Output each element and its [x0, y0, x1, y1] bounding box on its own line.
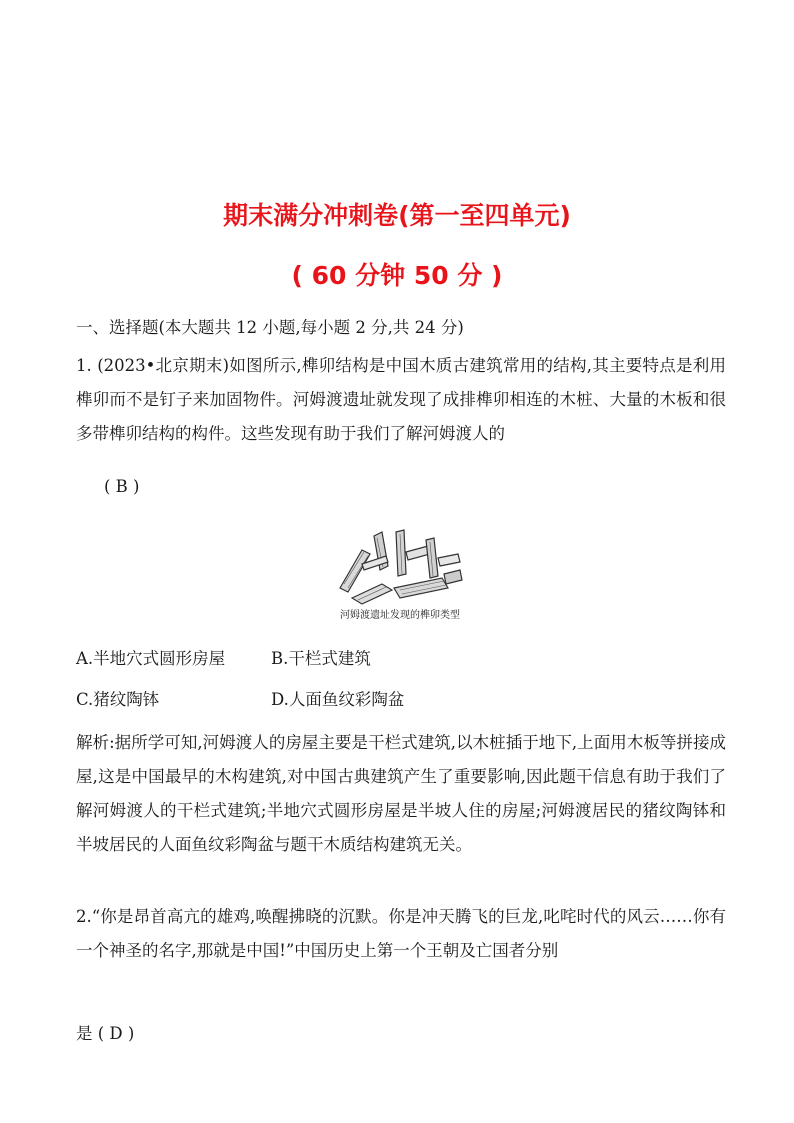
- section-header: 一、选择题(本大题共 12 小题,每小题 2 分,共 24 分): [76, 318, 464, 337]
- page-subtitle: ( 60 分钟 50 分 ): [291, 261, 503, 290]
- question-1-stem: 1. (2023•北京期末)如图所示,榫卯结构是中国木质古建筑常用的结构,其主要特点是利用榫卯而不是钉子来加固物件。河姆渡遗址就发现了成排榫卯相连的木桩、大量的木板和很多带榫卯结构的构件。这些发现有助于我们了解河姆渡人的: [76, 356, 726, 443]
- question-1-analysis: 解析:据所学可知,河姆渡人的房屋主要是干栏式建筑,以木桩插于地下,上面用木板等拼接成屋,这是中国最早的木构建筑,对中国古典建筑产生了重要影响,因此题干信息有助于我们了解河姆渡人的干栏式建筑;半地穴式圆形房屋是半坡人住的房屋;河姆渡居民的猪纹陶钵和半坡居民的人面鱼纹彩陶盆与题干木质结构建筑无关。: [76, 733, 726, 854]
- question-2-stem: 2.“你是昂首高亢的雄鸡,唤醒拂晓的沉默。你是冲天腾飞的巨龙,叱咤时代的风云……你有一个神圣的名字,那就是中国!”中国历史上第一个王朝及亡国者分别: [76, 907, 726, 960]
- option-d: D.人面鱼纹彩陶盆: [271, 690, 405, 709]
- figure-caption: 河姆渡遗址发现的榫卯类型: [340, 610, 460, 621]
- question-2-answer: 是 ( D ): [76, 1024, 135, 1043]
- page-title: 期末满分冲刺卷(第一至四单元): [223, 201, 571, 230]
- option-a: A.半地穴式圆形房屋: [76, 649, 226, 668]
- option-b: B.干栏式建筑: [271, 649, 371, 668]
- option-c: C.猪纹陶钵: [76, 690, 160, 709]
- question-1-answer: ( B ): [104, 477, 140, 496]
